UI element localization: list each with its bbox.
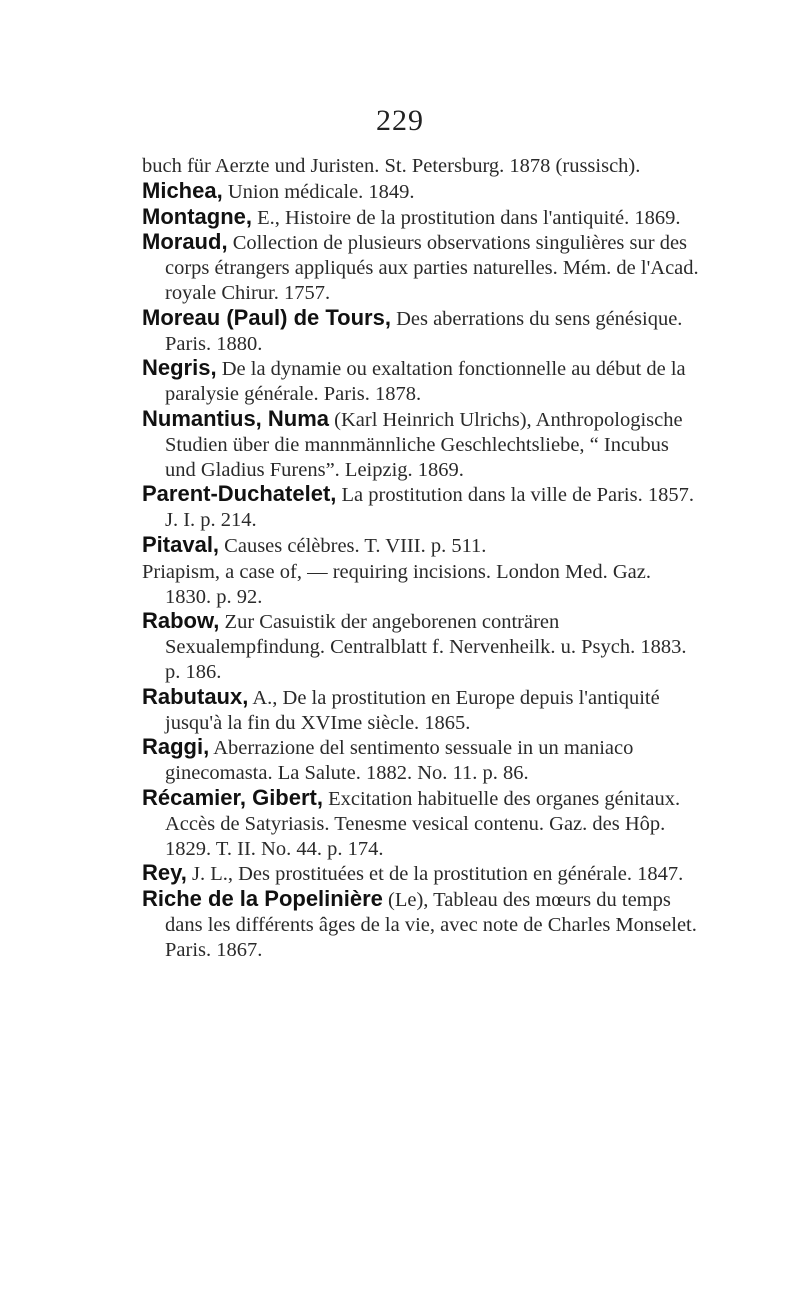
entry-author: Michea, — [142, 177, 223, 203]
bibliography-entry — [142, 205, 702, 231]
bibliography-entry — [142, 356, 702, 407]
entry-text: La prostitution dans la ville de Paris. 1857. J. I. p. 214. — [165, 484, 694, 532]
entry-text: Zur Casuistik der angeborenen conträren Sexualempfindung. Centralblatt f. Nervenheilk. u. Psych. 1883. p. 186. — [165, 611, 687, 683]
entry-text: E., Histoire de la prostitution dans l'antiquité. 1869. — [252, 206, 681, 229]
bibliography-entry — [142, 609, 702, 684]
entry-text: A., De la prostitution en Europe depuis l'antiquité jusqu'à la fin du XVIme siècle. 1865. — [165, 686, 660, 734]
entry-text: Collection de plusieurs observations singulières sur des corps étrangers appliqués aux parties naturelles. Mém. de l'Acad. royale Chirur. 1757. — [165, 232, 699, 304]
entry-author: Moreau (Paul) de Tours, — [142, 304, 391, 330]
entry-text: Excitation habituelle des organes génitaux. Accès de Satyriasis. Tenesme vesical contenu. Gaz. des Hôp. 1829. T. II. No. 44. p. 174. — [165, 787, 681, 860]
entry-author: Rabow, — [142, 608, 220, 634]
bibliography-entry — [142, 533, 702, 559]
entry-text: Aberrazione del sentimento sessuale in un maniaco ginecomasta. La Salute. 1882. No. 11. p. 86. — [165, 737, 634, 785]
entry-author: Montagne, — [142, 203, 252, 229]
entry-author: Numantius, Numa — [142, 405, 330, 431]
entry-author: Parent-Duchatelet, — [142, 481, 337, 507]
entry-author: Negris, — [142, 355, 217, 381]
page-number: 229 — [376, 104, 424, 137]
bibliography-entry — [142, 559, 702, 610]
entry-text: buch für Aerzte und Juristen. St. Petersburg. 1878 (russisch). — [142, 155, 641, 177]
bibliography-entry — [142, 861, 702, 887]
entry-text: Causes célèbres. T. VIII. p. 511. — [219, 534, 487, 557]
entry-text: (Karl Heinrich Ulrichs), Anthropologische Studien über die mannmännliche Geschlechtsliebe, “ Incubus und Gladius Furens”. Leipzig. 1869. — [165, 408, 683, 481]
entry-author: Rey, — [142, 860, 187, 886]
bibliography-entry — [142, 735, 702, 786]
bibliography-entry — [142, 887, 702, 962]
entry-author: Récamier, Gibert, — [142, 784, 323, 810]
entry-author: Moraud, — [142, 229, 228, 255]
entry-text: Priapism, a case of, — requiring incisions. London Med. Gaz. 1830. p. 92. — [142, 560, 651, 608]
entry-author: Riche de la Popelinière — [142, 886, 383, 912]
bibliography-entry — [142, 786, 702, 861]
bibliography-entry — [142, 230, 702, 305]
entry-text: De la dynamie ou exaltation fonctionnelle au début de la paralysie générale. Paris. 1878. — [165, 358, 686, 406]
bibliography-entry — [142, 179, 702, 205]
entry-author: Pitaval, — [142, 531, 220, 557]
entry-text: J. L., Des prostituées et de la prostitution en générale. 1847. — [186, 863, 684, 886]
entry-text: Des aberrations du sens génésique. Paris. 1880. — [165, 307, 683, 355]
bibliography-entry — [142, 407, 702, 482]
bibliography-entry — [142, 482, 702, 533]
entry-text: Union médicale. 1849. — [222, 180, 415, 203]
entry-author: Rabutaux, — [142, 683, 249, 709]
bibliography-entry — [142, 685, 702, 736]
bibliography-entry — [142, 306, 702, 357]
bibliography-list — [142, 153, 702, 963]
bibliography-entry — [142, 153, 702, 179]
entry-author: Raggi, — [142, 734, 210, 760]
entry-text: (Le), Tableau des mœurs du temps dans les différents âges de la vie, avec note de Charles Monselet. Paris. 1867. — [165, 889, 697, 961]
